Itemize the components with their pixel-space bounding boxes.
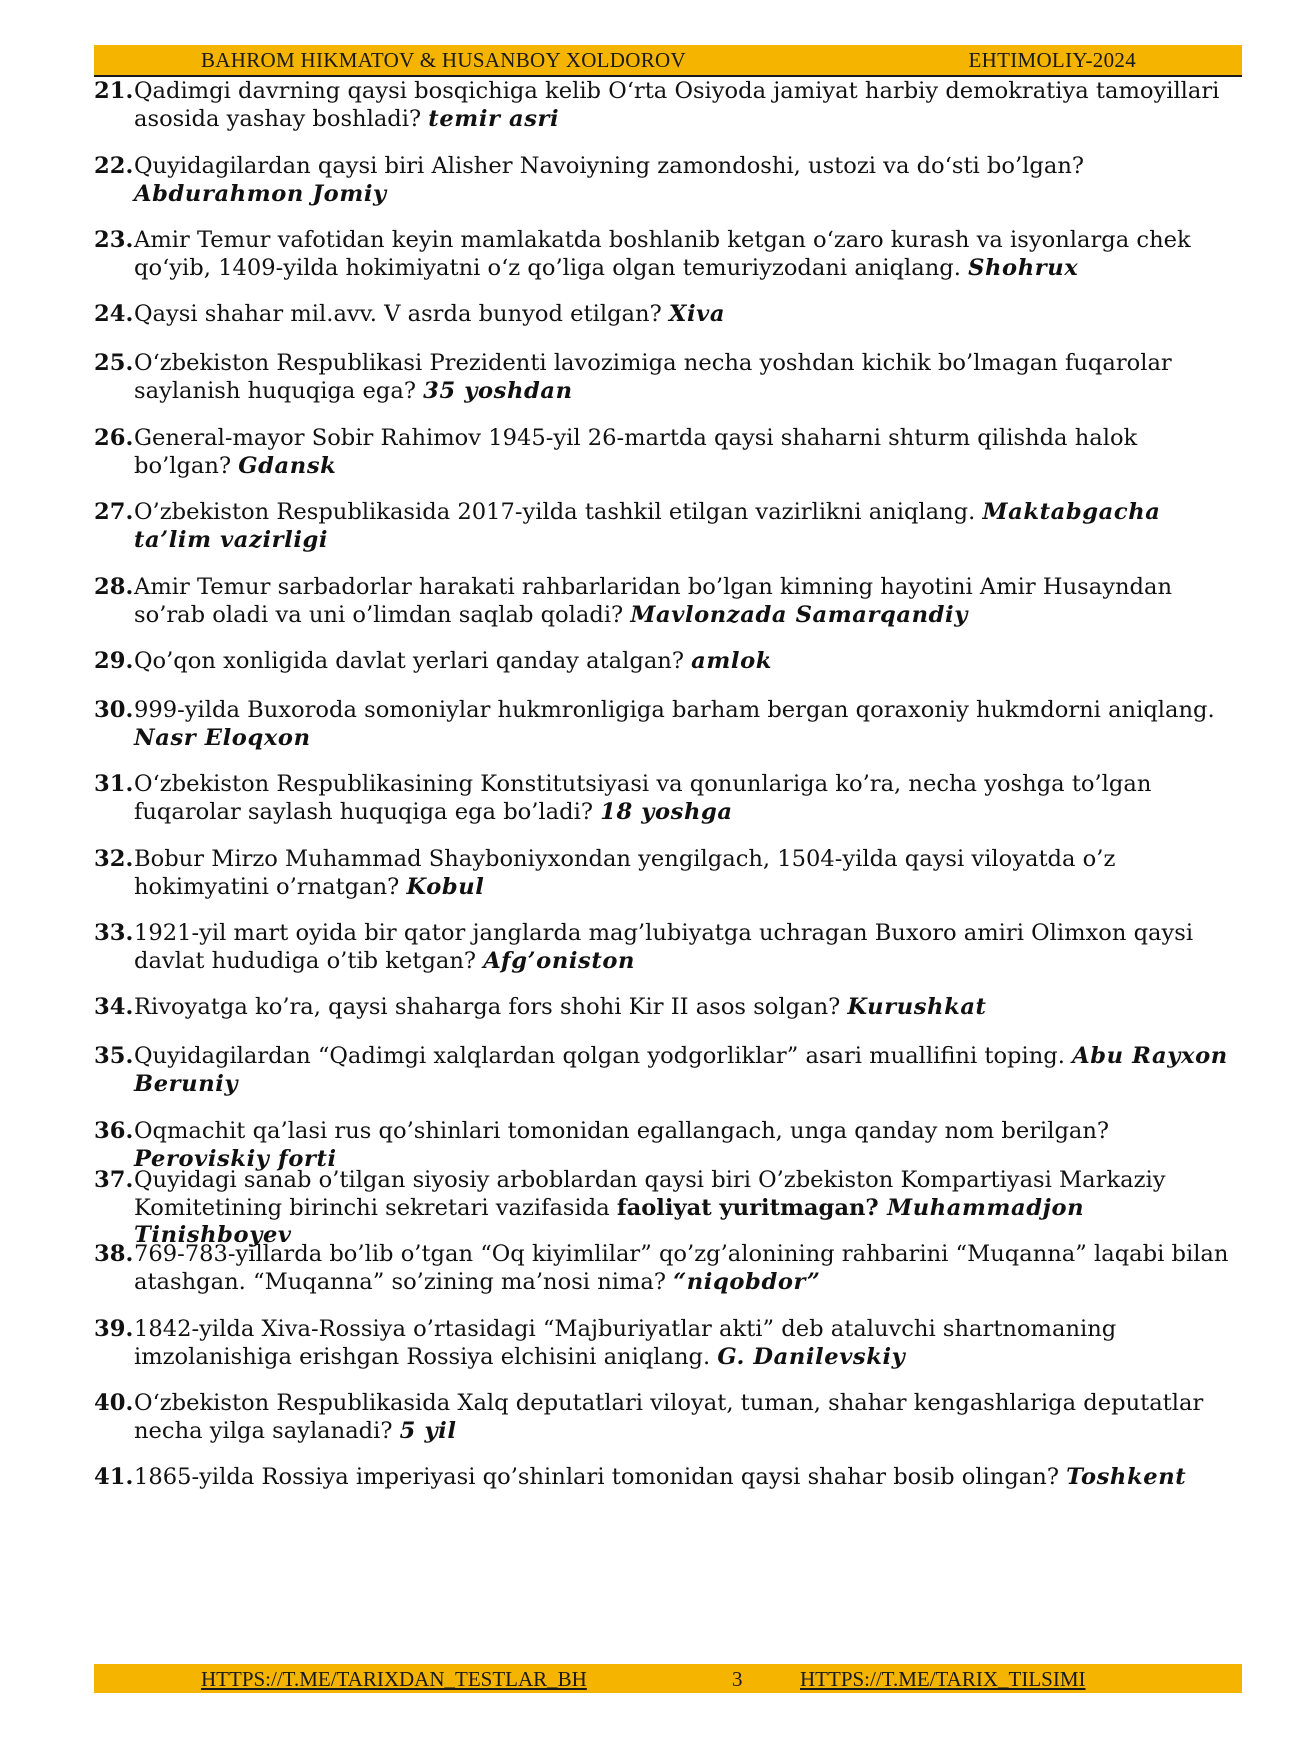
question-body (134, 1118, 1242, 1173)
question-body (134, 994, 1242, 1022)
question-text: General-mayor Sobir Rahimov 1945-yil 26-martda qaysi shaharni shturm qilishda halok bo’lgan? (134, 425, 1138, 479)
question-answer: Kurushkat (847, 994, 987, 1020)
question-answer: Afg’oniston (483, 947, 636, 974)
question-text: Amir Temur sarbadorlar harakati rahbarlaridan bo’lgan kimning hayotini Amir Husayndan so’rab oladi va uni o’limdan saqlab qoladi? (134, 574, 1172, 628)
question-item (94, 574, 1242, 629)
question-body (134, 1167, 1242, 1250)
question-body (134, 771, 1242, 826)
question-number: 35. (94, 1043, 134, 1069)
question-number: 34. (94, 994, 134, 1020)
question-text: 1865-yilda Rossiya imperiyasi qo’shinlari tomonidan qaysi shahar bosib olingan? (134, 1464, 1067, 1490)
question-number: 33. (94, 920, 134, 946)
question-answer: Maktabgacha ta’lim vazirligi (134, 499, 1161, 553)
question-body (134, 648, 1242, 676)
question-item (94, 1390, 1242, 1445)
question-text: 999-yilda Buxoroda somoniylar hukmronligiga barham bergan qoraxoniy hukmdorni aniqlang. (134, 697, 1215, 723)
question-number: 22. (94, 153, 134, 179)
question-text: O‘zbekiston Respublikasining Konstitutsiyasi va qonunlariga ko’ra, necha yoshga to’lgan fuqarolar saylash huquqiga ega bo’ladi? (134, 771, 1152, 825)
question-text: Qo’qon xonligida davlat yerlari qanday atalgan? (134, 648, 692, 674)
question-answer: 5 yil (399, 1417, 457, 1444)
question-text: Amir Temur vafotidan keyin mamlakatda boshlanib ketgan o‘zaro kurash va isyonlarga chek qo‘yib, 1409-yilda hokimiyatni o‘z qo’liga olgan temuriyzodani aniqlang. (134, 227, 1191, 281)
question-item (94, 697, 1242, 752)
question-body (134, 1390, 1242, 1445)
page-number: 3 (732, 1667, 743, 1691)
question-body (134, 574, 1242, 629)
question-number: 38. (94, 1241, 134, 1267)
page-footer (94, 1664, 1242, 1693)
question-body (134, 227, 1242, 282)
question-body (134, 1043, 1242, 1098)
question-item (94, 78, 1242, 133)
question-item (94, 1316, 1242, 1371)
question-answer: G. Danilevskiy (717, 1343, 906, 1370)
question-text: Bobur Mirzo Muhammad Shayboniyxondan yengilgach, 1504-yilda qaysi viloyatda o’z hokimyatini o’rnatgan? (134, 846, 1116, 900)
question-answer: temir asri (428, 105, 560, 132)
question-item (94, 1241, 1242, 1296)
question-body (134, 78, 1242, 133)
question-text: 1842-yilda Xiva-Rossiya o’rtasidagi “Majburiyatlar akti” deb ataluvchi shartnomaning imzolanishiga erishgan Rossiya elchisini aniqlang. (134, 1316, 1117, 1370)
question-item (94, 227, 1242, 282)
question-number: 25. (94, 350, 134, 376)
question-body (134, 1464, 1242, 1492)
question-body (134, 425, 1242, 480)
question-body (134, 697, 1242, 752)
question-answer: Toshkent (1066, 1464, 1187, 1490)
question-text: Qadimgi davrning qaysi bosqichiga kelib O‘rta Osiyoda jamiyat harbiy demokratiya tamoyillari asosida yashay boshladi? (134, 78, 1220, 132)
question-answer: Peroviskiy forti (134, 1145, 337, 1172)
question-text: Quyidagilardan “Qadimgi xalqlardan qolgan yodgorliklar” asari muallifini toping. (134, 1043, 1073, 1069)
question-body (134, 1316, 1242, 1371)
question-body (134, 153, 1242, 208)
question-answer: Nasr Eloqxon (134, 724, 311, 751)
question-text: Quyidagilardan qaysi biri Alisher Navoiyning zamondoshi, ustozi va do‘sti bo’lgan? (134, 153, 1084, 179)
page-header (94, 45, 1242, 77)
question-text: Oqmachit qa’lasi rus qo’shinlari tomonidan egallangach, unga qanday nom berilgan? (134, 1118, 1110, 1144)
question-item (94, 994, 1242, 1022)
question-answer: amlok (691, 648, 773, 674)
question-text: Quyidagi sanab o’tilgan siyosiy arboblardan qaysi biri O’zbekiston Kompartiyasi Markaziy Komitetining birinchi sekretari vazifasida (134, 1167, 1166, 1221)
question-text: Rivoyatga ko’ra, qaysi shaharga fors shohi Kir II asos solgan? (134, 994, 848, 1020)
question-item (94, 648, 1242, 676)
question-answer: Abdurahmon Jomiy (134, 180, 387, 207)
question-number: 31. (94, 771, 134, 797)
question-number: 29. (94, 648, 134, 674)
question-answer: “niqobdor” (673, 1268, 821, 1295)
question-number: 30. (94, 697, 134, 723)
question-answer: Mavlonzada Samarqandiy (630, 601, 968, 628)
question-item (94, 1167, 1242, 1250)
question-item (94, 1118, 1242, 1173)
question-emphasis: faoliyat yuritmagan? (616, 1194, 879, 1221)
question-item (94, 1464, 1242, 1492)
question-item (94, 499, 1242, 554)
header-authors: BAHROM HIKMATOV & HUSANBOY XOLDOROV (201, 48, 686, 72)
question-item (94, 425, 1242, 480)
question-number: 24. (94, 301, 134, 327)
question-item (94, 301, 1242, 329)
question-answer: Gdansk (238, 452, 337, 479)
question-text: O’zbekiston Respublikasida 2017-yilda tashkil etilgan vazirlikni aniqlang. (134, 499, 983, 525)
question-number: 37. (94, 1167, 134, 1193)
question-body (134, 301, 1242, 329)
question-item (94, 846, 1242, 901)
question-answer: Abu Rayxon Beruniy (134, 1043, 1228, 1097)
question-number: 36. (94, 1118, 134, 1144)
question-answer: Muhammadjon Tinishboyev (134, 1194, 1085, 1248)
question-answer: 35 yoshdan (423, 377, 573, 404)
question-number: 28. (94, 574, 134, 600)
question-body (134, 499, 1242, 554)
question-body (134, 920, 1242, 975)
question-item (94, 771, 1242, 826)
footer-link-tarix-tilsimi[interactable]: HTTPS://T.ME/TARIX_TILSIMI (800, 1667, 1086, 1691)
question-number: 26. (94, 425, 134, 451)
question-body (134, 1241, 1242, 1296)
question-text: Qaysi shahar mil.avv. V asrda bunyod etilgan? (134, 301, 669, 327)
footer-link-tarixdan-testlar[interactable]: HTTPS://T.ME/TARIXDAN_TESTLAR_BH (201, 1667, 587, 1691)
header-edition: EHTIMOLIY-2024 (968, 48, 1136, 72)
question-number: 40. (94, 1390, 134, 1416)
question-number: 32. (94, 846, 134, 872)
question-body (134, 350, 1242, 405)
question-number: 39. (94, 1316, 134, 1342)
question-answer: Xiva (668, 301, 726, 327)
question-item (94, 1043, 1242, 1098)
question-text: O‘zbekiston Respublikasi Prezidenti lavozimiga necha yoshdan kichik bo’lmagan fuqarolar saylanish huquqiga ega? (134, 350, 1172, 404)
question-text: O‘zbekiston Respublikasida Xalq deputatlari viloyat, tuman, shahar kengashlariga deputatlar necha yilga saylanadi? (134, 1390, 1204, 1444)
question-answer: 18 yoshga (600, 798, 733, 825)
question-text: 1921-yil mart oyida bir qator janglarda mag’lubiyatga uchragan Buxoro amiri Olimxon qaysi davlat hududiga o’tib ketgan? (134, 920, 1194, 974)
question-number: 23. (94, 227, 134, 253)
question-body (134, 846, 1242, 901)
question-answer: Kobul (406, 873, 485, 900)
question-number: 27. (94, 499, 134, 525)
question-item (94, 350, 1242, 405)
question-item (94, 153, 1242, 208)
question-number: 41. (94, 1464, 134, 1490)
question-number: 21. (94, 78, 134, 104)
question-item (94, 920, 1242, 975)
question-answer: Shohrux (968, 254, 1079, 281)
question-text: 769-783-yillarda bo’lib o’tgan “Oq kiyimlilar” qo’zg’alonining rahbarini “Muqanna” laqabi bilan atashgan. “Muqanna” so’zining ma’nosi nima? (134, 1241, 1229, 1295)
